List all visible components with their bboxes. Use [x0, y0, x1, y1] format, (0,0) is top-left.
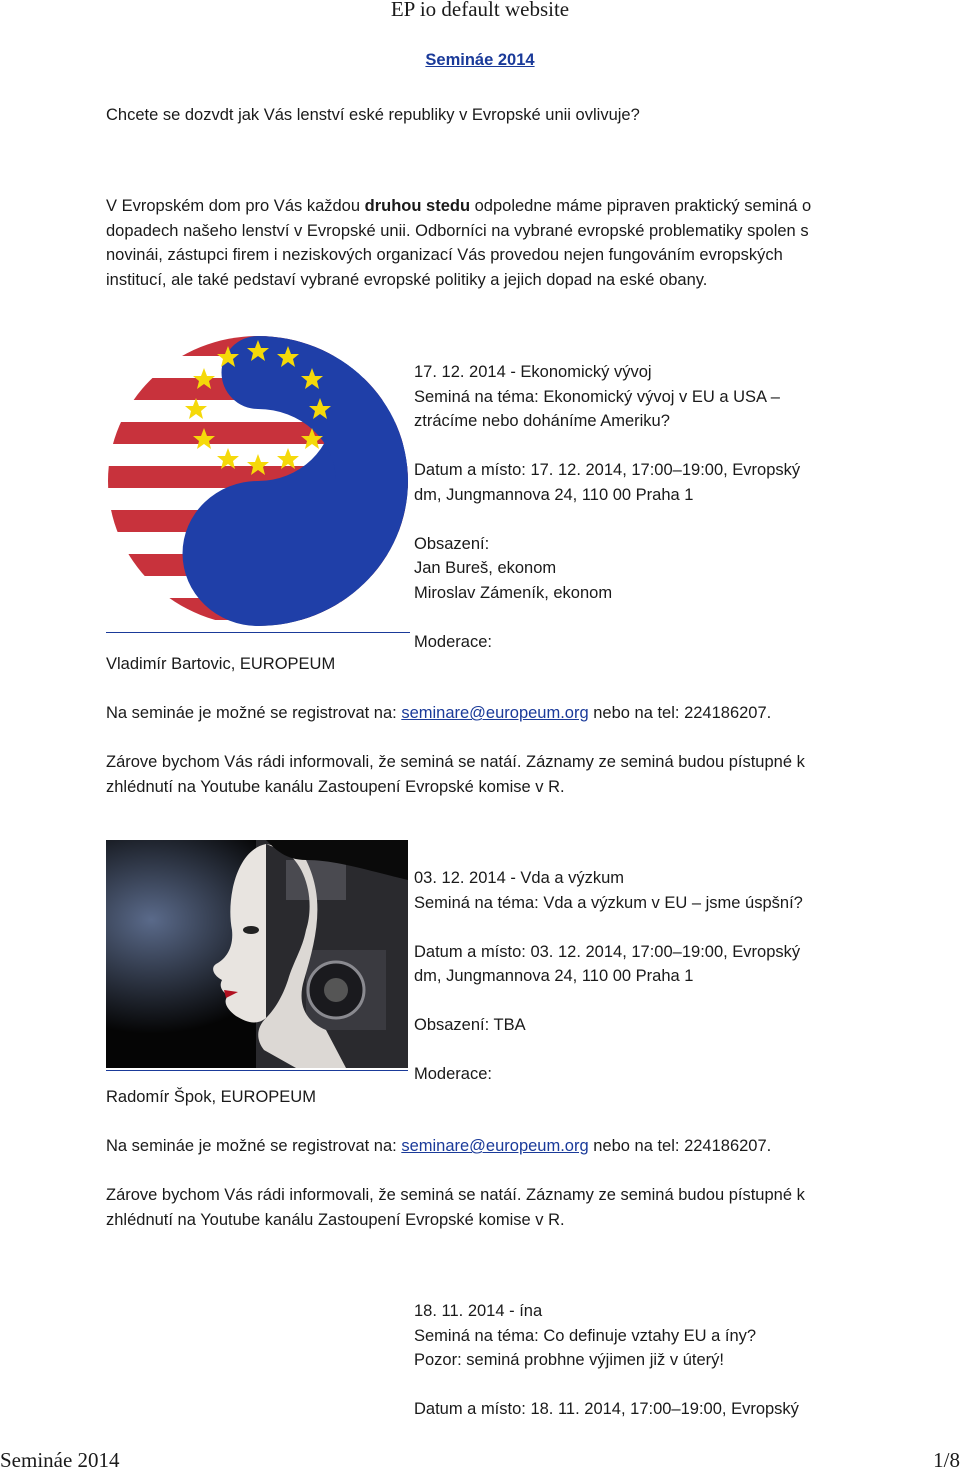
intro-line-2: dopadech našeho lenství v Evropské unii. Odborníci na vybrané evropské problematiky spolen s [106, 221, 809, 240]
seminar-3-details [414, 1299, 854, 1422]
page-number: 1/8 [933, 1448, 960, 1472]
seminar-date-title: 03. 12. 2014 - Vda a výzkum [414, 869, 625, 887]
intro-paragraph [106, 194, 866, 292]
seminar-moderator-label: Moderace: [414, 632, 492, 651]
seminar-topic-line-1: Seminá na téma: Ekonomický vývoj v EU a USA – [414, 387, 780, 406]
registration-line: Na semináe je možné se registrovat na: seminare@europeum.org nebo na tel: 224186207. [106, 704, 772, 722]
eu-us-flag-yin-yang-icon [106, 334, 410, 628]
seminar-venue-line-2: dm, Jungmannova 24, 110 00 Praha 1 [414, 485, 694, 504]
registration-line: Na semináe je možné se registrovat na: seminare@europeum.org nebo na tel: 224186207. [106, 1137, 772, 1155]
seminar-topic-line-1: Seminá na téma: Co definuje vztahy EU a íny? [414, 1326, 757, 1345]
recording-info: Zárove bychom Vás rádi informovali, že seminá se natáí. Záznamy ze seminá budou pístupné k zhlédnutí na Youtube kanálu Zastoupení Evropské komise v R. [106, 1186, 805, 1229]
seminar-date-title: 18. 11. 2014 - ína [414, 1302, 543, 1320]
registration-email-link[interactable]: seminare@europeum.org [401, 704, 589, 722]
seminar-moderator-name: Vladimír Bartovic, EUROPEUM [106, 655, 336, 673]
registration-email-link[interactable]: seminare@europeum.org [401, 1137, 589, 1155]
seminar-cast-member: Jan Bureš, ekonom [414, 559, 557, 577]
intro-bold: druhou stedu [364, 197, 471, 215]
seminar-venue-line-1: Datum a místo: 03. 12. 2014, 17:00–19:00, Evropský [414, 942, 801, 961]
recording-info: Zárove bychom Vás rádi informovali, že seminá se natáí. Záznamy ze seminá budou pístupné k zhlédnutí na Youtube kanálu Zastoupení Evropské komise v R. [106, 753, 805, 796]
intro-question: Chcete se dozvdt jak Vás lenství eské republiky v Evropské unii ovlivuje? [106, 106, 640, 124]
seminar-cast-label: Obsazení: TBA [414, 1016, 526, 1034]
robot-face-icon [106, 840, 408, 1068]
intro-line-3: novinái, zástupci firem i neziskových organizací Vás provedou nejen fungováním evropských [106, 246, 783, 264]
seminar-1-details [414, 360, 854, 654]
page-title[interactable]: Semináe 2014 [425, 51, 535, 69]
seminar-moderator-label: Moderace: [414, 1065, 492, 1083]
seminar-venue-line-2: dm, Jungmannova 24, 110 00 Praha 1 [414, 967, 694, 985]
seminar-venue-line-1: Datum a místo: 17. 12. 2014, 17:00–19:00, Evropský [414, 461, 801, 479]
seminar-note: Pozor: seminá probhne výjimen již v úterý! [414, 1351, 724, 1369]
seminar-moderator-name: Radomír Špok, EUROPEUM [106, 1088, 316, 1106]
seminar-cast-label: Obsazení: [414, 534, 490, 553]
seminar-topic-line-1: Seminá na téma: Vda a výzkum v EU – jsme úspšní? [414, 893, 803, 912]
seminar-date-title: 17. 12. 2014 - Ekonomický vývoj [414, 363, 652, 381]
site-title: EP io default website [390, 0, 570, 21]
intro-line-4: institucí, ale také pedstaví vybrané evropské politiky a jejich dopad na eské obany. [106, 270, 708, 289]
seminar-cast-member: Miroslav Zámeník, ekonom [414, 583, 613, 602]
seminar-2-details [414, 866, 854, 1087]
footer-title: Semináe 2014 [0, 1448, 120, 1472]
image-underline [106, 1070, 408, 1071]
seminar-topic-line-2: ztrácíme nebo doháníme Ameriku? [414, 412, 670, 430]
seminar-venue-line-1: Datum a místo: 18. 11. 2014, 17:00–19:00, Evropský [414, 1400, 799, 1418]
intro-line-1: V Evropském dom pro Vás každou druhou stedu odpoledne máme pipraven praktický seminá o [106, 197, 812, 215]
image-underline [106, 632, 410, 633]
